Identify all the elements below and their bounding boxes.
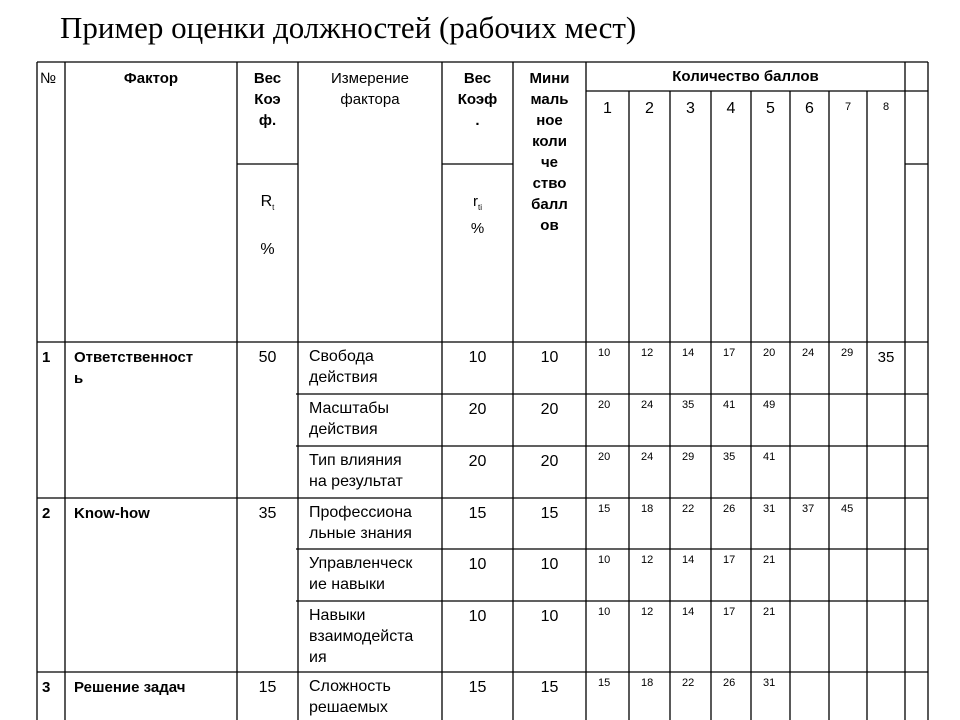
points-cell: 17 (723, 606, 736, 618)
measure-weight: 10 (468, 608, 487, 625)
factor-weight: 50 (258, 349, 277, 366)
header-points-count: Количество баллов (672, 68, 819, 85)
measure-min-points: 15 (540, 505, 559, 522)
row-number: 2 (42, 505, 51, 522)
measure-weight: 20 (468, 453, 487, 470)
points-cell: 12 (641, 606, 654, 618)
points-cell: 18 (641, 503, 654, 515)
measure-name: Навыки взаимодейста ия (309, 607, 414, 666)
points-cell: 15 (598, 677, 611, 689)
points-cell: 35 (682, 399, 695, 411)
points-cell: 12 (641, 554, 654, 566)
points-cell: 14 (682, 554, 695, 566)
points-cell: 45 (841, 503, 854, 515)
factor-name: Решение задач (74, 679, 186, 696)
header-measure: Измерение фактора (330, 70, 409, 108)
points-cell: 20 (598, 451, 611, 463)
weight-symbol-main: R (260, 193, 273, 210)
level-header-4: 4 (726, 100, 736, 117)
header-weight: Вес Коэ ф. (253, 70, 282, 129)
points-cell: 10 (598, 606, 611, 618)
header-num: № (40, 70, 57, 87)
header-factor: Фактор (123, 70, 179, 87)
points-cell: 20 (763, 347, 776, 359)
header-weight2: Вес Коэф . (457, 70, 498, 129)
level-header-3: 3 (686, 100, 695, 117)
weight-unit: % (260, 241, 275, 259)
weight2-symbol-main: r (473, 193, 478, 210)
points-cell: 29 (841, 347, 854, 359)
weight2-symbol-sub: ti (478, 203, 482, 212)
level-header-7: 7 (844, 101, 852, 113)
measure-min-points: 10 (540, 608, 559, 625)
level-header-2: 2 (645, 100, 654, 117)
points-cell: 14 (682, 347, 695, 359)
points-cell: 15 (598, 503, 611, 515)
level-header-6: 6 (805, 100, 814, 117)
measure-min-points: 10 (540, 349, 559, 366)
points-cell: 41 (723, 399, 736, 411)
level-header-8: 8 (882, 101, 890, 113)
measure-name: Свобода действия (309, 348, 378, 386)
points-cell: 24 (802, 347, 815, 359)
factor-weight: 35 (258, 505, 277, 522)
points-cell: 10 (598, 347, 611, 359)
measure-min-points: 20 (540, 453, 559, 470)
points-cell: 21 (763, 606, 776, 618)
header-weight-symbol (237, 170, 298, 260)
row-number: 3 (42, 679, 51, 696)
factor-name: Ответственност ь (74, 349, 194, 387)
measure-weight: 10 (468, 349, 487, 366)
measure-name: Масштабы действия (309, 400, 389, 438)
measure-name: Управленческ ие навыки (309, 555, 413, 593)
points-cell: 17 (723, 554, 736, 566)
level-header-5: 5 (766, 100, 775, 117)
measure-weight: 20 (468, 401, 487, 418)
points-cell: 37 (802, 503, 815, 515)
points-cell: 18 (641, 677, 654, 689)
header-weight2-symbol (442, 170, 513, 239)
points-cell: 29 (682, 451, 695, 463)
points-cell: 22 (682, 503, 695, 515)
points-cell: 24 (641, 399, 654, 411)
measure-min-points: 15 (540, 679, 559, 696)
points-cell: 26 (723, 503, 736, 515)
weight-symbol-sub: t (272, 203, 275, 213)
points-cell: 21 (763, 554, 776, 566)
header-min-points: Мини маль ное коли че ство балл ов (529, 70, 570, 234)
points-cell: 35 (723, 451, 736, 463)
measure-min-points: 20 (540, 401, 559, 418)
points-cell: 24 (641, 451, 654, 463)
measure-name: Сложность решаемых (309, 678, 391, 716)
measure-name: Профессиона льные знания (309, 504, 412, 542)
measure-weight: 10 (468, 556, 487, 573)
measure-weight: 15 (468, 505, 487, 522)
points-cell: 20 (598, 399, 611, 411)
measure-weight: 15 (468, 679, 487, 696)
points-cell: 41 (763, 451, 776, 463)
factor-name: Know-how (74, 505, 150, 522)
points-cell: 31 (763, 677, 776, 689)
measure-min-points: 10 (540, 556, 559, 573)
points-cell: 26 (723, 677, 736, 689)
points-cell: 31 (763, 503, 776, 515)
weight2-unit: % (470, 220, 485, 237)
page-title: Пример оценки должностей (рабочих мест) (60, 10, 637, 45)
points-cell: 22 (682, 677, 695, 689)
row-number: 1 (42, 349, 51, 366)
measure-name: Тип влияния на результат (309, 452, 403, 490)
points-cell: 14 (682, 606, 695, 618)
points-cell: 17 (723, 347, 736, 359)
points-cell: 35 (877, 349, 895, 366)
points-cell: 49 (763, 399, 776, 411)
points-cell: 10 (598, 554, 611, 566)
factor-weight: 15 (258, 679, 277, 696)
level-header-1: 1 (603, 100, 612, 117)
points-cell: 12 (641, 347, 654, 359)
